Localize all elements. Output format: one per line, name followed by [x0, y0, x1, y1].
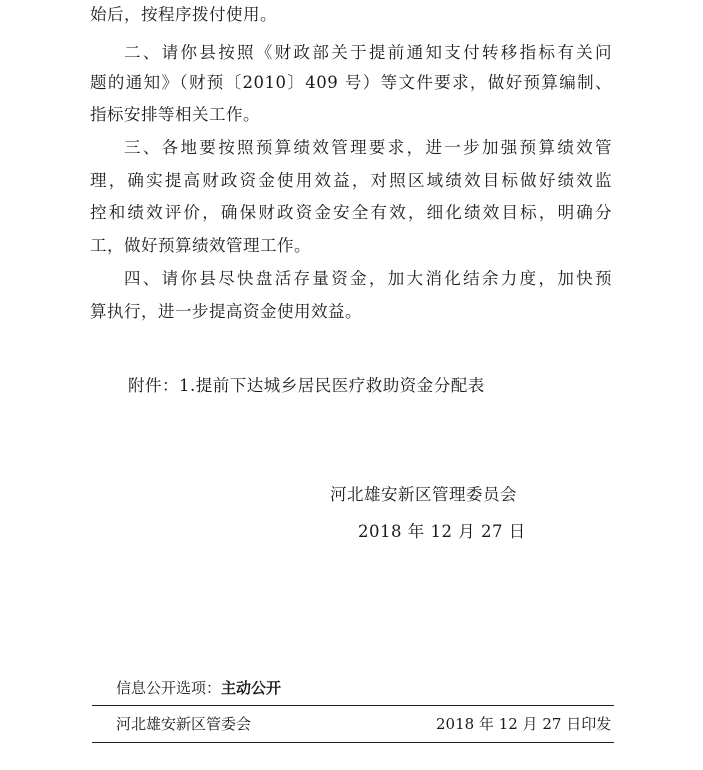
disclosure-label: 信息公开选项： — [116, 679, 222, 697]
body-line-7: 控和绩效评价，确保财政资金安全有效，细化绩效目标，明确分 — [90, 203, 612, 222]
body-line-3: 题的通知》（财预〔2010〕409 号）等文件要求，做好预算编制、 — [90, 73, 612, 92]
signing-date: 2018 年 12 月 27 日 — [358, 522, 526, 541]
body-line-4: 指标安排等相关工作。 — [90, 105, 260, 124]
disclosure-value: 主动公开 — [221, 679, 282, 697]
print-date: 2018 年 12 月 27 日印发 — [436, 715, 612, 733]
body-line-1: 始后，按程序拨付使用。 — [90, 5, 277, 24]
body-line-8: 工，做好预算绩效管理工作。 — [90, 236, 311, 255]
body-line-5: 三、各地要按照预算绩效管理要求，进一步加强预算绩效管 — [124, 138, 612, 157]
body-line-2: 二、请你县按照《财政部关于提前通知支付转移指标有关问 — [124, 43, 612, 62]
body-line-10: 算执行，进一步提高资金使用效益。 — [90, 302, 362, 321]
body-line-6: 理，确实提高财政资金使用效益，对照区域绩效目标做好绩效监 — [90, 171, 612, 190]
signing-organization: 河北雄安新区管理委员会 — [330, 485, 517, 504]
print-issuer: 河北雄安新区管委会 — [116, 715, 252, 733]
footer-bottom-rule — [92, 742, 614, 743]
disclosure-option — [116, 678, 281, 698]
footer-top-rule — [92, 705, 614, 706]
attachment-line: 附件：1.提前下达城乡居民医疗救助资金分配表 — [128, 376, 485, 395]
body-line-9: 四、请你县尽快盘活存量资金，加大消化结余力度，加快预 — [124, 269, 612, 288]
